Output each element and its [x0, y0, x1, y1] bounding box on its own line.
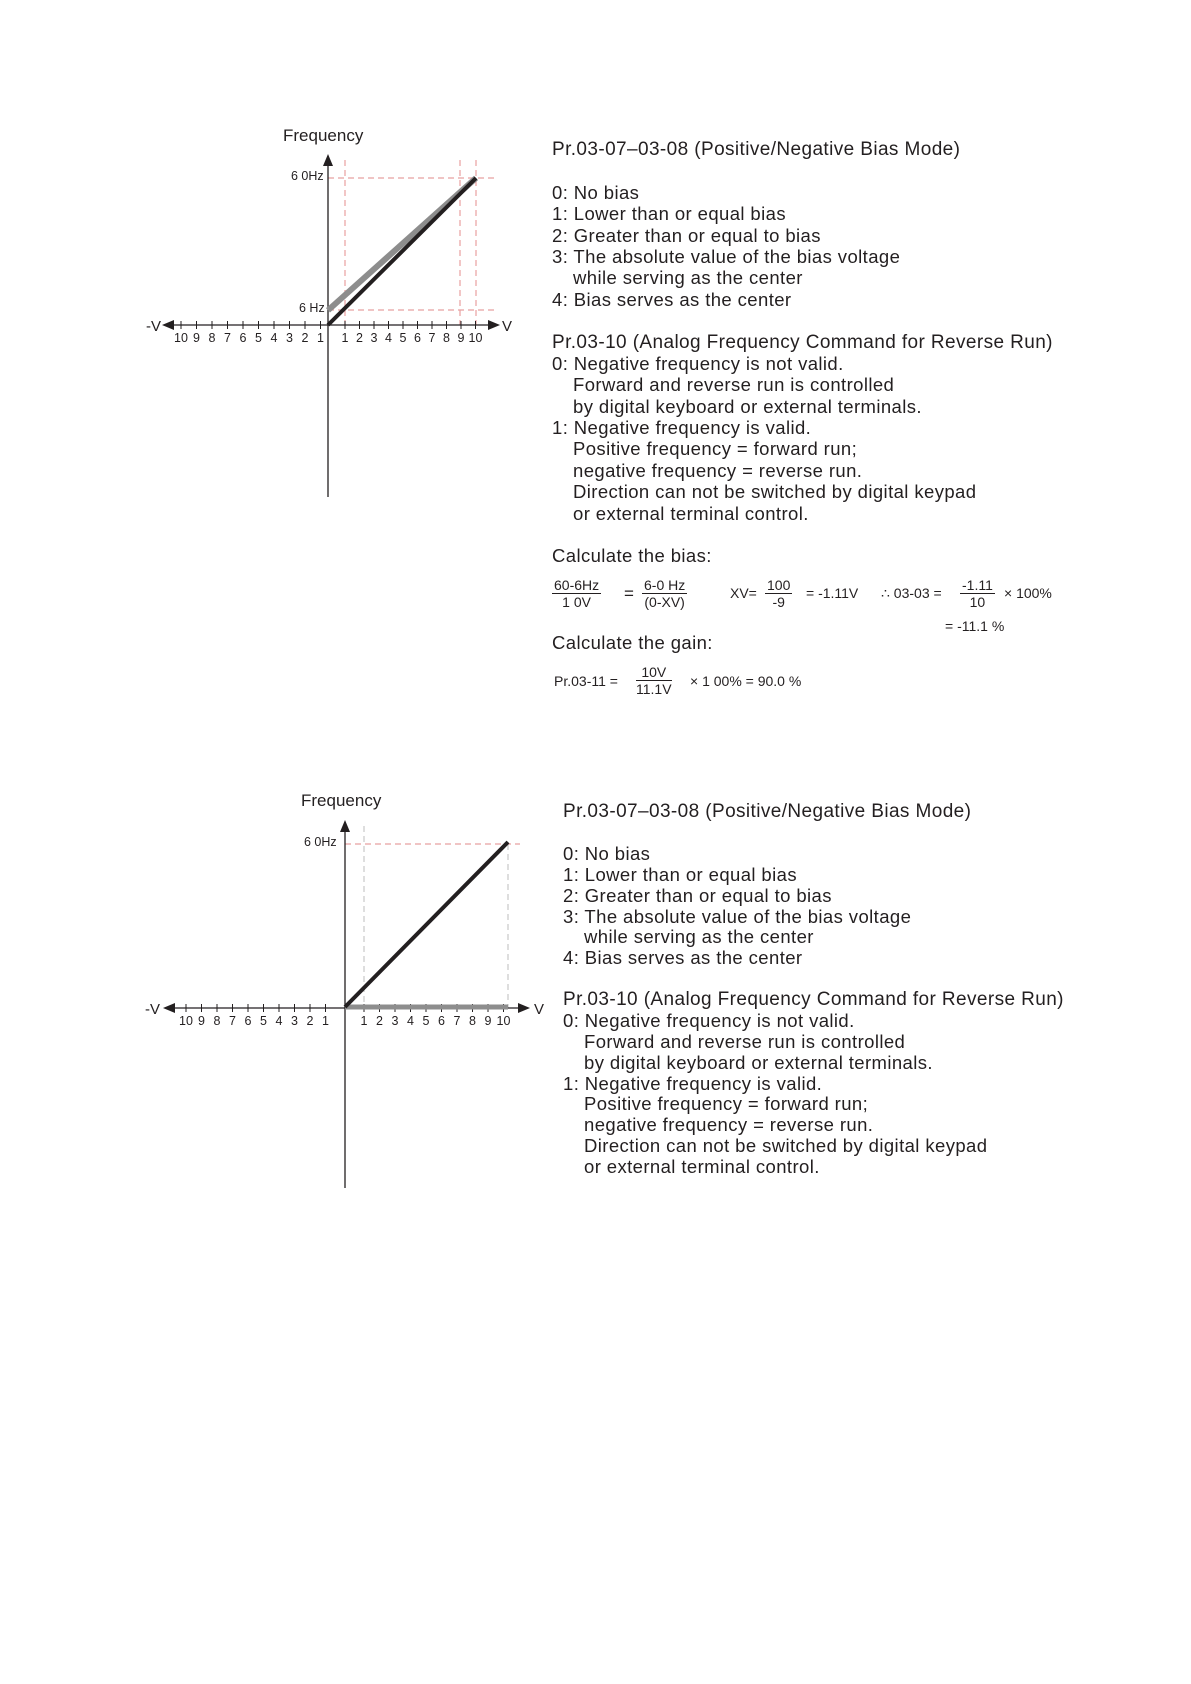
chart-2-output-line — [345, 842, 508, 1007]
bias-option-3-cont: while serving as the center — [573, 267, 803, 289]
neg-tick-label: 9 — [193, 331, 200, 345]
chart-1-xlabel-pos: V — [502, 318, 513, 335]
reverse-option-1-line3: negative frequency = reverse run. — [573, 459, 863, 481]
chart-2-x-arrow-right — [518, 1003, 530, 1013]
reverse-option-0: 0: Negative frequency is not valid. — [552, 352, 844, 374]
neg-tick-label: 5 — [260, 1014, 267, 1028]
pos-tick-label: 8 — [443, 331, 450, 345]
chart-2-xlabel-pos: V — [534, 1001, 545, 1018]
pos-tick-label: 6 — [414, 331, 421, 345]
pos-tick-label: 10 — [496, 1014, 511, 1028]
pos-tick-label: 7 — [453, 1014, 461, 1028]
reverse-run-title-2: Pr.03-10 (Analog Frequency Command for Reverse Run) — [563, 988, 1064, 1010]
calc-gain-block — [552, 632, 713, 653]
bias-option-2: 2: Greater than or equal to bias — [552, 224, 821, 246]
reverse-option-1-line4: Direction can not be switched by digital keypad — [573, 481, 977, 503]
pos-tick-label: 4 — [385, 331, 392, 345]
pos-tick-label: 3 — [391, 1014, 399, 1028]
pos-tick-label: 9 — [484, 1014, 492, 1028]
therefore-label: ∴ 03-03 = — [881, 585, 942, 601]
reverse-run-title: Pr.03-10 (Analog Frequency Command for Reverse Run) — [552, 331, 1053, 353]
chart-1 — [0, 0, 520, 510]
bias-option-2-2: 2: Greater than or equal to bias — [563, 884, 832, 906]
gain-label: Pr.03-11 = — [554, 673, 618, 689]
xv-result: = -1.11V — [806, 585, 859, 601]
gain-result: × 1 00% = 90.0 % — [690, 673, 802, 689]
neg-tick-label: 10 — [174, 331, 188, 345]
reverse-option-0-line2: Forward and reverse run is controlled — [573, 374, 895, 396]
neg-tick-label: 1 — [322, 1014, 329, 1028]
neg-tick-label: 9 — [198, 1014, 205, 1028]
neg-tick-label: 2 — [301, 331, 309, 345]
calc-bias-title: Calculate the bias: — [552, 545, 712, 567]
bias-frac-1: $\frac{60-6Hz}{1 0V}$ — [554, 577, 600, 610]
pos-tick-label: 6 — [438, 1014, 445, 1028]
reverse-option-1-line3-2: negative frequency = reverse run. — [584, 1114, 874, 1136]
bias-option-3: 3: The absolute value of the bias voltage — [552, 245, 901, 267]
neg-tick-label: 2 — [306, 1014, 314, 1028]
pos-tick-label: 9 — [457, 331, 465, 345]
chart-1-y-arrow — [323, 154, 333, 166]
gain-frac: $\frac{10V}{11.1V}$ — [636, 664, 672, 697]
reverse-option-1-line4-2: Direction can not be switched by digital keypad — [584, 1134, 988, 1156]
chart-1-xlabel-neg: -V — [146, 318, 161, 335]
bias-option-4-2: 4: Bias serves as the center — [563, 947, 803, 969]
chart-2-y-arrow — [340, 820, 350, 832]
pos-tick-label: 1 — [341, 331, 349, 345]
bias-mode-title-2: Pr.03-07–03-08 (Positive/Negative Bias Mode) — [563, 801, 972, 822]
bias-option-0-2: 0: No bias — [563, 843, 651, 865]
bias-frac-2: $\frac{6-0 Hz}{(0-XV)}$ — [644, 577, 686, 610]
reverse-option-0-line3: by digital keyboard or external terminals. — [573, 395, 922, 417]
reverse-option-1-2: 1: Negative frequency is valid. — [563, 1072, 823, 1094]
neg-tick-label: 7 — [224, 331, 231, 345]
neg-tick-label: 10 — [179, 1014, 193, 1028]
reverse-option-1-line5: or external terminal control. — [573, 502, 809, 524]
chart-2-ylabel: Frequency — [301, 791, 382, 810]
bias-option-0: 0: No bias — [552, 181, 640, 203]
chart-2-x-arrow-left — [163, 1003, 175, 1013]
reverse-option-0-line2-2: Forward and reverse run is controlled — [584, 1030, 906, 1052]
bias-option-3-cont-2: while serving as the center — [584, 926, 814, 948]
bias-mode-title: Pr.03-07–03-08 (Positive/Negative Bias Mode) — [552, 139, 961, 160]
neg-tick-label: 6 — [239, 331, 247, 345]
pos-tick-label: 4 — [407, 1014, 414, 1028]
pr0303-result: = -11.1 % — [945, 618, 1005, 634]
reverse-option-1-line2-2: Positive frequency = forward run; — [584, 1093, 869, 1115]
neg-tick-label: 4 — [275, 1014, 283, 1028]
pos-tick-label: 3 — [370, 331, 378, 345]
chart-2 — [0, 780, 560, 1200]
chart-1-x-arrow-right — [488, 320, 500, 330]
pos-tick-label: 5 — [422, 1014, 430, 1028]
pos-tick-label: 1 — [360, 1014, 368, 1028]
neg-tick-label: 8 — [213, 1014, 221, 1028]
chart-1-output-line — [328, 178, 476, 325]
pos-tick-label: 10 — [468, 331, 483, 345]
xv-label: XV= — [730, 585, 757, 601]
reverse-option-1-line2: Positive frequency = forward run; — [573, 438, 858, 460]
pos-tick-label: 2 — [376, 1014, 383, 1028]
pos-tick-label: 8 — [469, 1014, 476, 1028]
neg-tick-label: 4 — [270, 331, 278, 345]
pr0303-frac: $\frac{-1.11}{10}$ — [962, 577, 993, 610]
chart-1-ytick-6: 6 Hz — [299, 301, 325, 315]
chart-1-ylabel: Frequency — [283, 126, 364, 145]
reverse-option-0-2: 0: Negative frequency is not valid. — [563, 1010, 855, 1032]
neg-tick-label: 8 — [208, 331, 216, 345]
chart-2-xlabel-neg: -V — [145, 1001, 160, 1018]
pos-tick-label: 5 — [399, 331, 407, 345]
bias-option-1-2: 1: Lower than or equal bias — [563, 863, 797, 885]
chart-1-ytick-60: 6 0Hz — [291, 169, 324, 183]
neg-tick-label: 5 — [255, 331, 262, 345]
bias-eq: = — [624, 584, 634, 603]
pos-tick-label: 7 — [428, 331, 436, 345]
pr0303-times: × 100% — [1004, 585, 1052, 601]
chart-1-x-arrow-left — [162, 320, 174, 330]
bias-option-1: 1: Lower than or equal bias — [552, 203, 786, 225]
section-2-parameters — [563, 802, 1064, 1178]
chart-2-ytick-60: 6 0Hz — [304, 835, 337, 849]
section-1-parameters — [552, 139, 1053, 567]
neg-tick-label: 7 — [229, 1014, 236, 1028]
calc-gain-title: Calculate the gain: — [552, 632, 713, 653]
neg-tick-label: 6 — [244, 1014, 252, 1028]
reverse-option-0-line3-2: by digital keyboard or external terminals. — [584, 1051, 933, 1073]
bias-option-3-2: 3: The absolute value of the bias voltage — [563, 905, 912, 927]
xv-frac: $\frac{100}{-9}$ — [767, 577, 791, 610]
neg-tick-label: 3 — [291, 1014, 298, 1028]
bias-option-4: 4: Bias serves as the center — [552, 288, 792, 310]
pos-tick-label: 2 — [356, 331, 363, 345]
reverse-option-1: 1: Negative frequency is valid. — [552, 417, 812, 439]
neg-tick-label: 1 — [317, 331, 324, 345]
reverse-option-1-line5-2: or external terminal control. — [584, 1155, 820, 1177]
neg-tick-label: 3 — [286, 331, 293, 345]
